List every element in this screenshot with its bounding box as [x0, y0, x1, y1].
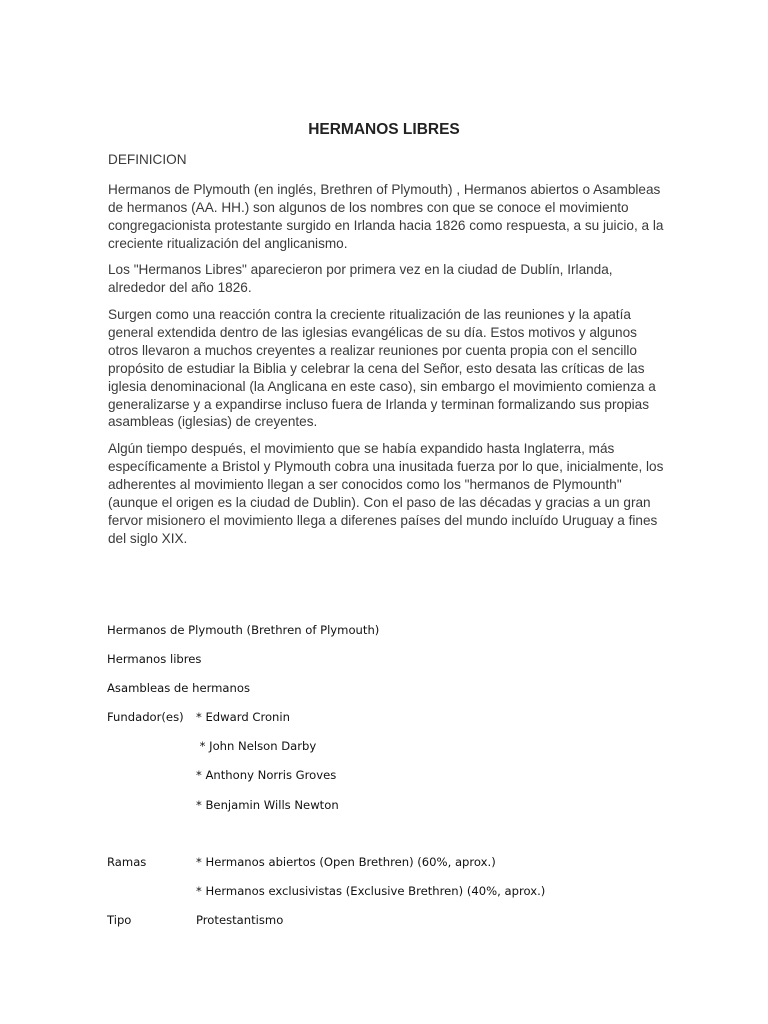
paragraph-intro: Hermanos de Plymouth (en inglés, Brethren of Plymouth) , Hermanos abiertos o Asambleas de hermanos (AA. HH.) son algunos de los nombres con que se conoce el movimiento congregacionista protestante surgido en Irlanda hacia 1826 como respuesta, a su juicio, a la creciente ritualización del anglicanismo. [108, 182, 664, 251]
founder-item: * Edward Cronin [196, 710, 290, 724]
paragraph-expansion: Algún tiempo después, el movimiento que se había expandido hasta Inglaterra, más específicamente a Bristol y Plymouth cobra una inusitada fuerza por lo que, inicialmente, los adherentes al movimiento llegan a ser conocidos como los "hermanos de Plymounth" (aunque el origen es la ciudad de Dublin). Con el paso de las décadas y gracias a un gran fervor misionero el movimiento llega a diferenes países del mundo incluído Uruguay a fines del siglo XIX. [108, 441, 664, 546]
founder-item: * John Nelson Darby [196, 739, 317, 753]
infobox-type-row [107, 913, 283, 927]
branches-label: Ramas [107, 855, 147, 869]
document-title: HERMANOS LIBRES [308, 121, 460, 138]
branch-item: * Hermanos abiertos (Open Brethren) (60%, aprox.) [196, 855, 496, 869]
type-label: Tipo [107, 913, 132, 927]
infobox-name-libres: Hermanos libres [107, 652, 202, 666]
founder-item: * Benjamin Wills Newton [196, 798, 339, 812]
infobox-name-plymouth: Hermanos de Plymouth (Brethren of Plymouth) [107, 623, 380, 637]
founder-item: * Anthony Norris Groves [196, 768, 337, 782]
founders-label: Fundador(es) [107, 710, 184, 724]
infobox-name-asambleas: Asambleas de hermanos [107, 681, 251, 695]
definition-heading: DEFINICION [108, 152, 187, 167]
infobox-branches-row [107, 855, 496, 869]
branch-item: * Hermanos exclusivistas (Exclusive Brethren) (40%, aprox.) [196, 884, 546, 898]
type-value: Protestantismo [196, 913, 284, 927]
paragraph-dublin: Los "Hermanos Libres" aparecieron por primera vez en la ciudad de Dublín, Irlanda, alrededor del año 1826. [108, 262, 613, 295]
paragraph-origin: Surgen como una reacción contra la creciente ritualización de las reuniones y la apatía general extendida dentro de las iglesias evangélicas de su día. Estos motivos y algunos otros llevaron a muchos creyentes a realizar reuniones por cuenta propia con el sencillo propósito de estudiar la Biblia y celebrar la cena del Señor, esto desata las críticas de las iglesia denominacional (la Anglicana en este caso), sin embargo el movimiento comienza a generalizarse y a expandirse incluso fuera de Irlanda y terminan formalizando sus propias asambleas (iglesias) de creyentes. [108, 307, 656, 430]
infobox-founders-row [107, 710, 290, 724]
